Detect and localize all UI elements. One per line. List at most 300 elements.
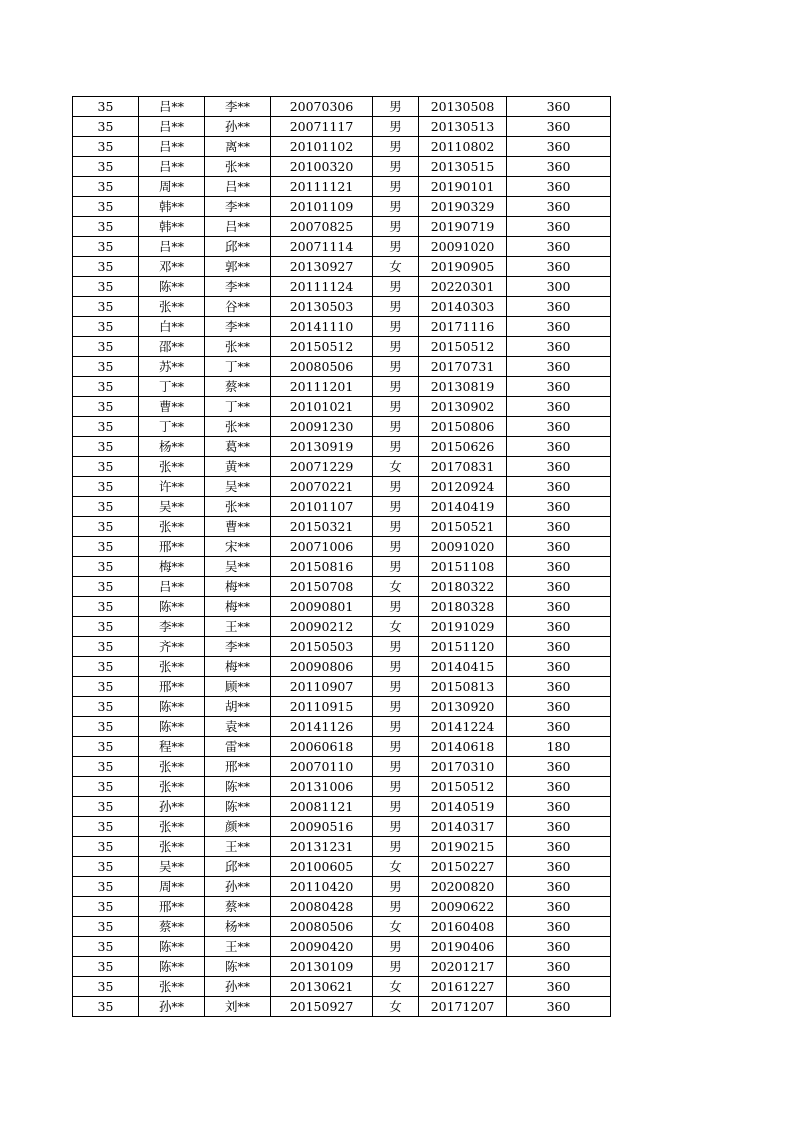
- date-cell: 20101102: [271, 137, 373, 157]
- name-cell: 郭**: [205, 257, 271, 277]
- date-cell: 20190905: [419, 257, 507, 277]
- name-cell: 丁**: [139, 417, 205, 437]
- gender-cell: 男: [373, 497, 419, 517]
- table-row: [73, 737, 611, 757]
- gender-cell: 男: [373, 317, 419, 337]
- gender-cell: 男: [373, 277, 419, 297]
- name-cell: 黄**: [205, 457, 271, 477]
- table-row: [73, 917, 611, 937]
- date-cell: 20110915: [271, 697, 373, 717]
- gender-cell: 男: [373, 357, 419, 377]
- gender-cell: 女: [373, 457, 419, 477]
- date-cell: 20150512: [419, 337, 507, 357]
- table-row: [73, 397, 611, 417]
- name-cell: 吕**: [139, 137, 205, 157]
- table-row: [73, 97, 611, 117]
- gender-cell: 女: [373, 917, 419, 937]
- name-cell: 张**: [139, 817, 205, 837]
- amount-cell: 360: [507, 177, 611, 197]
- code-cell: 35: [73, 597, 139, 617]
- date-cell: 20090420: [271, 937, 373, 957]
- name-cell: 邵**: [139, 337, 205, 357]
- code-cell: 35: [73, 937, 139, 957]
- name-cell: 吕**: [139, 237, 205, 257]
- amount-cell: 360: [507, 577, 611, 597]
- name-cell: 蔡**: [205, 897, 271, 917]
- gender-cell: 女: [373, 857, 419, 877]
- table-row: [73, 577, 611, 597]
- date-cell: 20100320: [271, 157, 373, 177]
- name-cell: 程**: [139, 737, 205, 757]
- name-cell: 陈**: [139, 597, 205, 617]
- code-cell: 35: [73, 957, 139, 977]
- date-cell: 20150227: [419, 857, 507, 877]
- name-cell: 梅**: [205, 577, 271, 597]
- gender-cell: 男: [373, 557, 419, 577]
- date-cell: 20110907: [271, 677, 373, 697]
- date-cell: 20090212: [271, 617, 373, 637]
- date-cell: 20180322: [419, 577, 507, 597]
- code-cell: 35: [73, 897, 139, 917]
- date-cell: 20141126: [271, 717, 373, 737]
- date-cell: 20150321: [271, 517, 373, 537]
- data-table: [72, 96, 611, 1017]
- code-cell: 35: [73, 757, 139, 777]
- name-cell: 邢**: [205, 757, 271, 777]
- code-cell: 35: [73, 777, 139, 797]
- gender-cell: 男: [373, 297, 419, 317]
- name-cell: 张**: [139, 837, 205, 857]
- code-cell: 35: [73, 217, 139, 237]
- amount-cell: 360: [507, 377, 611, 397]
- table-row: [73, 617, 611, 637]
- date-cell: 20110802: [419, 137, 507, 157]
- gender-cell: 男: [373, 837, 419, 857]
- name-cell: 雷**: [205, 737, 271, 757]
- code-cell: 35: [73, 337, 139, 357]
- amount-cell: 360: [507, 97, 611, 117]
- name-cell: 袁**: [205, 717, 271, 737]
- name-cell: 张**: [139, 457, 205, 477]
- date-cell: 20191029: [419, 617, 507, 637]
- date-cell: 20190406: [419, 937, 507, 957]
- gender-cell: 男: [373, 117, 419, 137]
- date-cell: 20130621: [271, 977, 373, 997]
- code-cell: 35: [73, 537, 139, 557]
- table-row: [73, 477, 611, 497]
- table-row: [73, 317, 611, 337]
- name-cell: 梅**: [139, 557, 205, 577]
- date-cell: 20150816: [271, 557, 373, 577]
- amount-cell: 360: [507, 137, 611, 157]
- date-cell: 20140519: [419, 797, 507, 817]
- date-cell: 20081121: [271, 797, 373, 817]
- name-cell: 离**: [205, 137, 271, 157]
- name-cell: 陈**: [139, 277, 205, 297]
- date-cell: 20101021: [271, 397, 373, 417]
- date-cell: 20131006: [271, 777, 373, 797]
- name-cell: 丁**: [205, 397, 271, 417]
- date-cell: 20150708: [271, 577, 373, 597]
- name-cell: 李**: [205, 197, 271, 217]
- gender-cell: 男: [373, 417, 419, 437]
- table-row: [73, 357, 611, 377]
- date-cell: 20071117: [271, 117, 373, 137]
- name-cell: 陈**: [139, 937, 205, 957]
- code-cell: 35: [73, 737, 139, 757]
- name-cell: 胡**: [205, 697, 271, 717]
- amount-cell: 360: [507, 957, 611, 977]
- date-cell: 20091020: [419, 537, 507, 557]
- date-cell: 20111121: [271, 177, 373, 197]
- code-cell: 35: [73, 837, 139, 857]
- table-row: [73, 717, 611, 737]
- name-cell: 张**: [205, 417, 271, 437]
- amount-cell: 360: [507, 157, 611, 177]
- date-cell: 20130508: [419, 97, 507, 117]
- date-cell: 20140618: [419, 737, 507, 757]
- name-cell: 张**: [139, 297, 205, 317]
- date-cell: 20150927: [271, 997, 373, 1017]
- table-row: [73, 897, 611, 917]
- name-cell: 王**: [205, 937, 271, 957]
- name-cell: 邓**: [139, 257, 205, 277]
- table-row: [73, 377, 611, 397]
- name-cell: 张**: [205, 337, 271, 357]
- name-cell: 刘**: [205, 997, 271, 1017]
- gender-cell: 男: [373, 217, 419, 237]
- gender-cell: 男: [373, 397, 419, 417]
- name-cell: 曹**: [205, 517, 271, 537]
- name-cell: 周**: [139, 177, 205, 197]
- gender-cell: 男: [373, 197, 419, 217]
- table-row: [73, 997, 611, 1017]
- table-row: [73, 457, 611, 477]
- date-cell: 20140317: [419, 817, 507, 837]
- name-cell: 张**: [205, 497, 271, 517]
- gender-cell: 男: [373, 937, 419, 957]
- amount-cell: 360: [507, 557, 611, 577]
- code-cell: 35: [73, 157, 139, 177]
- date-cell: 20180328: [419, 597, 507, 617]
- amount-cell: 360: [507, 217, 611, 237]
- gender-cell: 男: [373, 437, 419, 457]
- amount-cell: 300: [507, 277, 611, 297]
- code-cell: 35: [73, 917, 139, 937]
- code-cell: 35: [73, 137, 139, 157]
- code-cell: 35: [73, 397, 139, 417]
- name-cell: 邱**: [205, 857, 271, 877]
- date-cell: 20161227: [419, 977, 507, 997]
- date-cell: 20150521: [419, 517, 507, 537]
- name-cell: 张**: [139, 657, 205, 677]
- name-cell: 陈**: [139, 697, 205, 717]
- name-cell: 丁**: [139, 377, 205, 397]
- table-row: [73, 237, 611, 257]
- date-cell: 20140415: [419, 657, 507, 677]
- date-cell: 20150503: [271, 637, 373, 657]
- date-cell: 20111124: [271, 277, 373, 297]
- amount-cell: 360: [507, 237, 611, 257]
- table-row: [73, 297, 611, 317]
- date-cell: 20071229: [271, 457, 373, 477]
- amount-cell: 360: [507, 297, 611, 317]
- name-cell: 孙**: [205, 977, 271, 997]
- date-cell: 20090806: [271, 657, 373, 677]
- date-cell: 20190101: [419, 177, 507, 197]
- gender-cell: 男: [373, 337, 419, 357]
- date-cell: 20150512: [419, 777, 507, 797]
- name-cell: 孙**: [205, 117, 271, 137]
- code-cell: 35: [73, 277, 139, 297]
- code-cell: 35: [73, 877, 139, 897]
- amount-cell: 360: [507, 917, 611, 937]
- date-cell: 20151120: [419, 637, 507, 657]
- code-cell: 35: [73, 417, 139, 437]
- table-row: [73, 677, 611, 697]
- name-cell: 吕**: [139, 117, 205, 137]
- date-cell: 20160408: [419, 917, 507, 937]
- date-cell: 20130513: [419, 117, 507, 137]
- table-row: [73, 837, 611, 857]
- date-cell: 20070110: [271, 757, 373, 777]
- code-cell: 35: [73, 497, 139, 517]
- date-cell: 20170731: [419, 357, 507, 377]
- table-row: [73, 597, 611, 617]
- date-cell: 20131231: [271, 837, 373, 857]
- code-cell: 35: [73, 377, 139, 397]
- date-cell: 20071006: [271, 537, 373, 557]
- table-row: [73, 337, 611, 357]
- table-row: [73, 697, 611, 717]
- date-cell: 20130515: [419, 157, 507, 177]
- table-row: [73, 157, 611, 177]
- name-cell: 吕**: [139, 97, 205, 117]
- table-row: [73, 197, 611, 217]
- gender-cell: 男: [373, 797, 419, 817]
- name-cell: 梅**: [205, 597, 271, 617]
- table-row: [73, 877, 611, 897]
- date-cell: 20110420: [271, 877, 373, 897]
- date-cell: 20190329: [419, 197, 507, 217]
- code-cell: 35: [73, 697, 139, 717]
- name-cell: 邢**: [139, 677, 205, 697]
- code-cell: 35: [73, 557, 139, 577]
- code-cell: 35: [73, 357, 139, 377]
- amount-cell: 360: [507, 337, 611, 357]
- code-cell: 35: [73, 577, 139, 597]
- name-cell: 邱**: [205, 237, 271, 257]
- amount-cell: 360: [507, 977, 611, 997]
- code-cell: 35: [73, 457, 139, 477]
- date-cell: 20220301: [419, 277, 507, 297]
- table-body: [73, 97, 611, 1017]
- date-cell: 20190719: [419, 217, 507, 237]
- table-row: [73, 757, 611, 777]
- table-row: [73, 217, 611, 237]
- code-cell: 35: [73, 797, 139, 817]
- date-cell: 20101107: [271, 497, 373, 517]
- code-cell: 35: [73, 817, 139, 837]
- date-cell: 20111201: [271, 377, 373, 397]
- date-cell: 20151108: [419, 557, 507, 577]
- gender-cell: 男: [373, 517, 419, 537]
- name-cell: 许**: [139, 477, 205, 497]
- name-cell: 孙**: [139, 997, 205, 1017]
- gender-cell: 女: [373, 997, 419, 1017]
- date-cell: 20150813: [419, 677, 507, 697]
- name-cell: 颜**: [205, 817, 271, 837]
- amount-cell: 360: [507, 797, 611, 817]
- name-cell: 齐**: [139, 637, 205, 657]
- name-cell: 李**: [205, 637, 271, 657]
- gender-cell: 男: [373, 637, 419, 657]
- code-cell: 35: [73, 977, 139, 997]
- table-row: [73, 957, 611, 977]
- name-cell: 王**: [205, 837, 271, 857]
- code-cell: 35: [73, 197, 139, 217]
- date-cell: 20141224: [419, 717, 507, 737]
- table-row: [73, 517, 611, 537]
- name-cell: 李**: [205, 97, 271, 117]
- date-cell: 20140303: [419, 297, 507, 317]
- code-cell: 35: [73, 997, 139, 1017]
- date-cell: 20130920: [419, 697, 507, 717]
- amount-cell: 360: [507, 877, 611, 897]
- table-row: [73, 797, 611, 817]
- date-cell: 20171116: [419, 317, 507, 337]
- name-cell: 邢**: [139, 537, 205, 557]
- date-cell: 20170831: [419, 457, 507, 477]
- name-cell: 吴**: [139, 497, 205, 517]
- date-cell: 20090622: [419, 897, 507, 917]
- amount-cell: 360: [507, 537, 611, 557]
- name-cell: 韩**: [139, 217, 205, 237]
- name-cell: 韩**: [139, 197, 205, 217]
- name-cell: 吕**: [205, 217, 271, 237]
- code-cell: 35: [73, 517, 139, 537]
- date-cell: 20141110: [271, 317, 373, 337]
- gender-cell: 男: [373, 677, 419, 697]
- date-cell: 20130819: [419, 377, 507, 397]
- table-row: [73, 137, 611, 157]
- name-cell: 邢**: [139, 897, 205, 917]
- code-cell: 35: [73, 437, 139, 457]
- date-cell: 20150806: [419, 417, 507, 437]
- table-row: [73, 777, 611, 797]
- name-cell: 杨**: [139, 437, 205, 457]
- amount-cell: 360: [507, 257, 611, 277]
- code-cell: 35: [73, 317, 139, 337]
- gender-cell: 女: [373, 257, 419, 277]
- table-row: [73, 537, 611, 557]
- gender-cell: 男: [373, 177, 419, 197]
- date-cell: 20201217: [419, 957, 507, 977]
- amount-cell: 360: [507, 637, 611, 657]
- table-row: [73, 117, 611, 137]
- date-cell: 20091020: [419, 237, 507, 257]
- amount-cell: 360: [507, 437, 611, 457]
- gender-cell: 男: [373, 757, 419, 777]
- date-cell: 20090801: [271, 597, 373, 617]
- date-cell: 20150626: [419, 437, 507, 457]
- date-cell: 20170310: [419, 757, 507, 777]
- date-cell: 20130919: [271, 437, 373, 457]
- date-cell: 20080506: [271, 917, 373, 937]
- table-row: [73, 557, 611, 577]
- amount-cell: 360: [507, 197, 611, 217]
- name-cell: 谷**: [205, 297, 271, 317]
- gender-cell: 男: [373, 697, 419, 717]
- gender-cell: 男: [373, 97, 419, 117]
- date-cell: 20090516: [271, 817, 373, 837]
- name-cell: 陈**: [205, 777, 271, 797]
- name-cell: 张**: [205, 157, 271, 177]
- date-cell: 20130503: [271, 297, 373, 317]
- code-cell: 35: [73, 857, 139, 877]
- date-cell: 20120924: [419, 477, 507, 497]
- date-cell: 20091230: [271, 417, 373, 437]
- gender-cell: 男: [373, 717, 419, 737]
- name-cell: 孙**: [205, 877, 271, 897]
- code-cell: 35: [73, 177, 139, 197]
- gender-cell: 男: [373, 157, 419, 177]
- name-cell: 吕**: [139, 577, 205, 597]
- table-row: [73, 857, 611, 877]
- table-row: [73, 277, 611, 297]
- name-cell: 陈**: [205, 957, 271, 977]
- gender-cell: 男: [373, 957, 419, 977]
- amount-cell: 360: [507, 477, 611, 497]
- name-cell: 李**: [139, 617, 205, 637]
- table-row: [73, 817, 611, 837]
- amount-cell: 360: [507, 397, 611, 417]
- name-cell: 张**: [139, 757, 205, 777]
- amount-cell: 360: [507, 857, 611, 877]
- name-cell: 葛**: [205, 437, 271, 457]
- name-cell: 李**: [205, 277, 271, 297]
- code-cell: 35: [73, 237, 139, 257]
- date-cell: 20190215: [419, 837, 507, 857]
- name-cell: 李**: [205, 317, 271, 337]
- name-cell: 王**: [205, 617, 271, 637]
- table-row: [73, 257, 611, 277]
- table-row: [73, 437, 611, 457]
- code-cell: 35: [73, 677, 139, 697]
- table-row: [73, 177, 611, 197]
- amount-cell: 360: [507, 677, 611, 697]
- name-cell: 苏**: [139, 357, 205, 377]
- code-cell: 35: [73, 97, 139, 117]
- name-cell: 张**: [139, 517, 205, 537]
- name-cell: 吴**: [139, 857, 205, 877]
- date-cell: 20070306: [271, 97, 373, 117]
- amount-cell: 360: [507, 457, 611, 477]
- name-cell: 曹**: [139, 397, 205, 417]
- date-cell: 20171207: [419, 997, 507, 1017]
- table-row: [73, 497, 611, 517]
- date-cell: 20130902: [419, 397, 507, 417]
- date-cell: 20200820: [419, 877, 507, 897]
- code-cell: 35: [73, 257, 139, 277]
- gender-cell: 男: [373, 817, 419, 837]
- date-cell: 20130109: [271, 957, 373, 977]
- date-cell: 20080428: [271, 897, 373, 917]
- gender-cell: 女: [373, 577, 419, 597]
- name-cell: 吴**: [205, 557, 271, 577]
- amount-cell: 360: [507, 697, 611, 717]
- date-cell: 20130927: [271, 257, 373, 277]
